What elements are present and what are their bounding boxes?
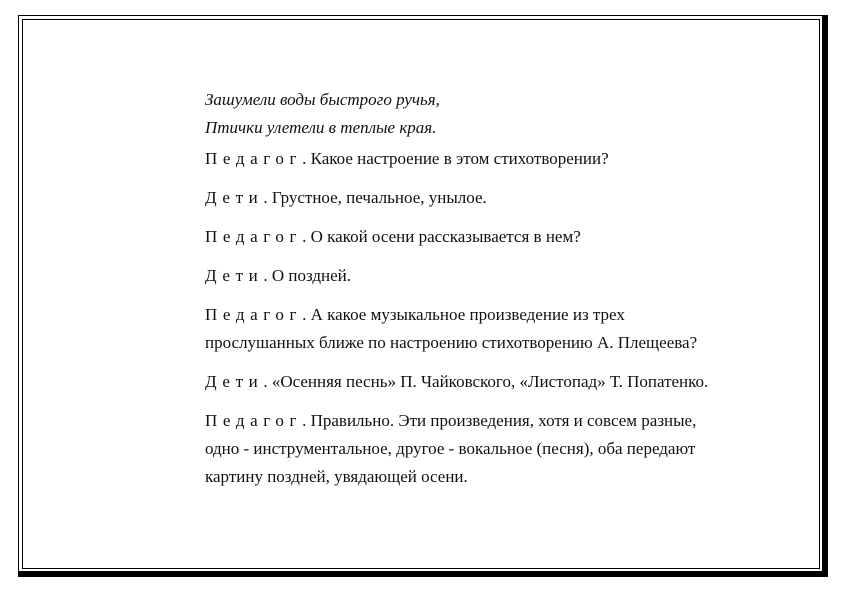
poem-line: Птички улетели в теплые края. <box>205 118 437 137</box>
dialogue-paragraph <box>205 407 725 491</box>
utterance-text: . «Осенняя песнь» П. Чайковского, «Листопад» Т. Попатенко. <box>263 372 709 391</box>
speaker-label: Дети <box>205 266 264 285</box>
utterance-text: . Какое настроение в этом стихотворении? <box>302 149 609 168</box>
utterance-text: . О поздней. <box>263 266 352 285</box>
dialogue-paragraph <box>205 301 725 357</box>
poem-line: Зашумели воды быстрого ручья, <box>205 90 440 109</box>
speaker-label: Дети <box>205 372 264 391</box>
speaker-label: Педагог <box>205 305 303 324</box>
dialogue-paragraph <box>205 184 725 212</box>
utterance-text: . А какое музыкальное произведение из трех прослушанных ближе по настроению стихотворению А. Плещеева? <box>205 305 698 352</box>
utterance-text: . Грустное, печальное, унылое. <box>263 188 487 207</box>
speaker-label: Педагог <box>205 227 303 246</box>
speaker-label: Дети <box>205 188 264 207</box>
utterance-text: . Правильно. Эти произведения, хотя и совсем разные, одно - инструментальное, другое - вокальное (песня), оба передают картину поздней, увядающей осени. <box>205 411 697 486</box>
speaker-label: Педагог <box>205 149 303 168</box>
dialogue-paragraph <box>205 368 725 396</box>
poem-excerpt <box>205 86 725 142</box>
speaker-label: Педагог <box>205 411 303 430</box>
dialogue-paragraph <box>205 223 725 251</box>
dialogue-paragraph <box>205 262 725 290</box>
document-body <box>205 86 725 502</box>
utterance-text: . О какой осени рассказывается в нем? <box>302 227 581 246</box>
dialogue-paragraph <box>205 145 725 173</box>
